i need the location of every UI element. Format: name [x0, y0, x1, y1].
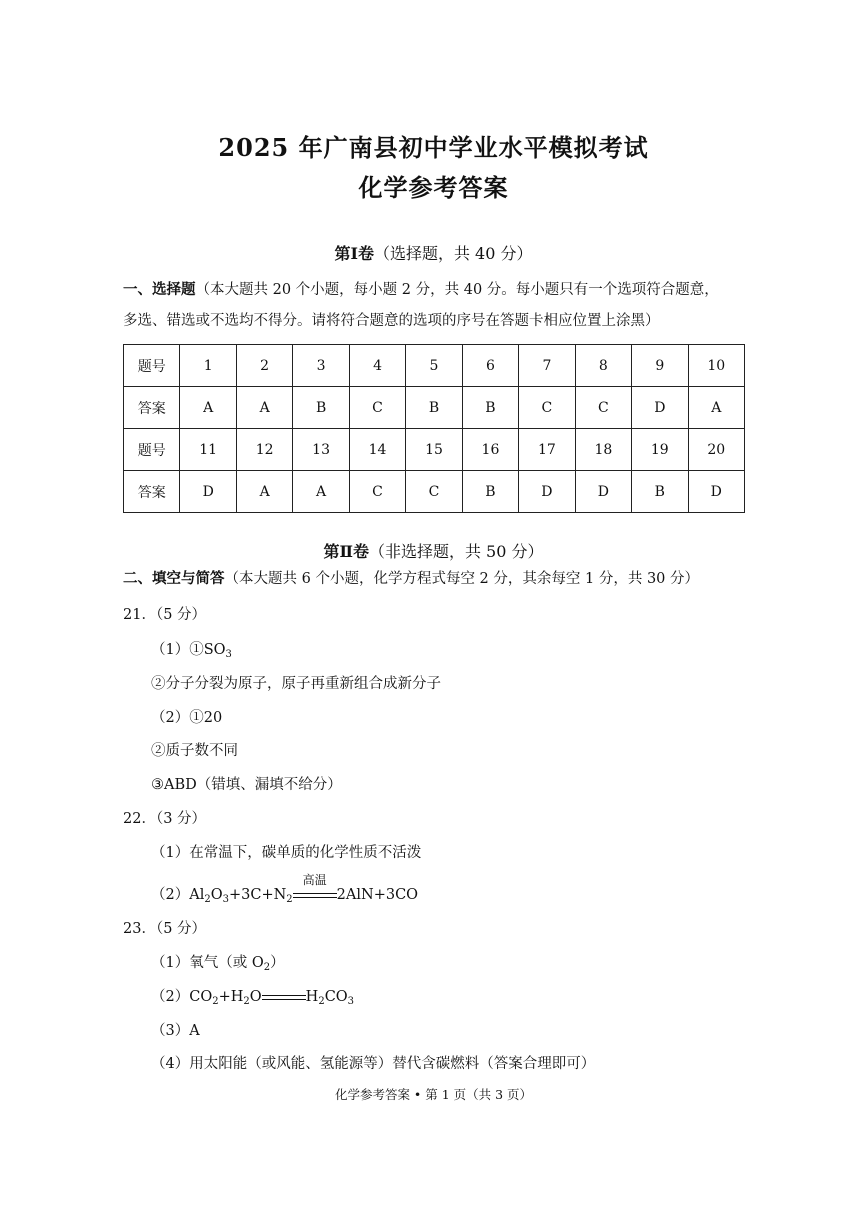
reaction-equals-sign [293, 873, 337, 902]
part1-heading-detail: （选择题，共 40 分） [373, 244, 533, 263]
table-cell: 11 [180, 429, 236, 471]
q21-answer-4: ②质子数不同 [151, 743, 238, 759]
part1-instruction-line2: 多选、错选或不选均不得分。请将符合题意的选项的序号在答题卡相应位置上涂黑） [123, 313, 660, 329]
table-cell: A [688, 387, 744, 429]
q23-header: 23．（5 分） [123, 921, 207, 937]
table-cell: C [519, 387, 575, 429]
q21-answer-3: （2）①20 [151, 710, 223, 726]
table-cell: 16 [462, 429, 518, 471]
table-cell: A [236, 387, 292, 429]
table-row-header: 答案 [124, 387, 180, 429]
q22-header: 22．（3 分） [123, 811, 207, 827]
choice-answer-table [123, 344, 745, 513]
table-row [124, 471, 745, 513]
table-cell: C [349, 387, 405, 429]
table-cell: 7 [519, 345, 575, 387]
table-cell: C [575, 387, 631, 429]
part2-section-label: 二、填空与简答 [123, 570, 225, 587]
table-row [124, 345, 745, 387]
table-row-header: 题号 [124, 345, 180, 387]
table-row [124, 387, 745, 429]
reaction-condition: 高温 [302, 873, 327, 887]
table-cell: 13 [293, 429, 349, 471]
table-cell: 18 [575, 429, 631, 471]
q23-answer-3: （3）A [151, 1023, 200, 1039]
part1-instruction-line1 [123, 280, 719, 300]
table-row [124, 429, 745, 471]
table-cell: 12 [236, 429, 292, 471]
q23-equation: $(2)CO_2+H_2O$ $H_2CO_3$ [151, 989, 355, 1007]
table-cell: 4 [349, 345, 405, 387]
part2-instruction-text: （本大题共 6 个小题，化学方程式每空 2 分，其余每空 1 分，共 30 分） [224, 571, 699, 587]
table-cell: 19 [632, 429, 688, 471]
part2-heading-detail: （非选择题，共 50 分） [368, 542, 544, 561]
table-row-header: 答案 [124, 471, 180, 513]
table-cell: B [462, 471, 518, 513]
table-cell: C [349, 471, 405, 513]
q21-header: 21．（5 分） [123, 607, 207, 623]
table-cell: D [519, 471, 575, 513]
table-cell: 6 [462, 345, 518, 387]
table-cell: B [293, 387, 349, 429]
table-cell: 17 [519, 429, 575, 471]
q23-answer-1: （1）氧气（或 $O_2$） [151, 955, 285, 973]
table-cell: A [236, 471, 292, 513]
table-cell: 20 [688, 429, 744, 471]
table-cell: B [462, 387, 518, 429]
table-cell: 9 [632, 345, 688, 387]
table-cell: A [180, 387, 236, 429]
table-cell: D [632, 387, 688, 429]
table-cell: A [293, 471, 349, 513]
exam-title: 2025 年广南县初中学业水平模拟考试 [218, 133, 649, 162]
table-cell: C [406, 471, 462, 513]
reaction-equals-sign [262, 990, 306, 1004]
exam-subtitle: 化学参考答案 [358, 173, 509, 202]
table-cell: 8 [575, 345, 631, 387]
table-cell: 3 [293, 345, 349, 387]
q21-answer-1: $(1)①SO_3$ [151, 642, 232, 660]
table-cell: D [575, 471, 631, 513]
part2-instruction [123, 569, 699, 589]
table-cell: 5 [406, 345, 462, 387]
part2-heading [0, 539, 867, 562]
q21-answer-5: ③ABD（错填、漏填不给分） [151, 777, 342, 793]
table-cell: B [406, 387, 462, 429]
q23-answer-4: （4）用太阳能（或风能、氢能源等）替代含碳燃料（答案合理即可） [151, 1056, 596, 1072]
q22-answer-1: （1）在常温下，碳单质的化学性质不活泼 [151, 845, 422, 861]
part1-section-label: 一、选择题 [123, 281, 196, 298]
q22-equation: $(2)Al_2O_3+3C+N_2$ 高温 2AlN+3CO [151, 873, 419, 905]
table-cell: 15 [406, 429, 462, 471]
table-cell: 14 [349, 429, 405, 471]
table-cell: B [632, 471, 688, 513]
table-cell: 2 [236, 345, 292, 387]
table-cell: D [688, 471, 744, 513]
part2-heading-label: 第Ⅱ卷 [323, 542, 369, 561]
table-row-header: 题号 [124, 429, 180, 471]
part1-heading [0, 241, 867, 264]
table-cell: D [180, 471, 236, 513]
page-footer: 化学参考答案 • 第 1 页（共 3 页） [334, 1087, 533, 1102]
part1-heading-label: 第Ⅰ卷 [334, 244, 374, 263]
part1-instruction-text: （本大题共 20 个小题，每小题 2 分，共 40 分。每小题只有一个选项符合题意， [195, 282, 719, 298]
q21-answer-2: ②分子分裂为原子，原子再重新组合成新分子 [151, 676, 441, 692]
table-cell: 1 [180, 345, 236, 387]
table-cell: 10 [688, 345, 744, 387]
